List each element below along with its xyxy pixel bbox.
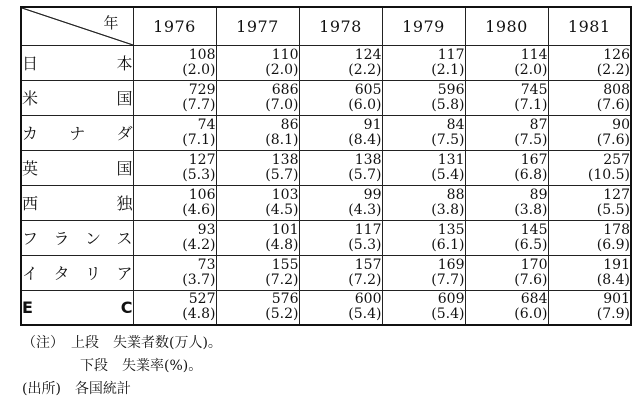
- row-label-char: ン: [84, 229, 101, 248]
- row-label-char: 米: [22, 89, 39, 108]
- unemployment-rate: (4.8): [182, 306, 216, 323]
- unemployed-count: 901: [603, 291, 630, 308]
- unemployed-count: 684: [520, 291, 548, 308]
- data-cell-1976: [133, 80, 216, 115]
- unemployment-rate: (7.5): [514, 131, 548, 148]
- data-cell-1976: [133, 255, 216, 290]
- data-cell-1979: [382, 220, 465, 255]
- data-cell-1980: [465, 45, 548, 80]
- unemployment-table-container: [20, 6, 630, 326]
- unemployed-count: 131: [437, 151, 465, 168]
- data-cell-1979: [382, 290, 465, 325]
- unemployed-count: 101: [271, 221, 299, 238]
- header-row: [21, 7, 631, 45]
- row-label: [22, 121, 133, 144]
- unemployment-rate: (4.6): [182, 201, 216, 218]
- unemployment-rate: (6.0): [348, 96, 382, 113]
- data-cell-1980: [465, 220, 548, 255]
- data-cell-1979: [382, 115, 465, 150]
- unemployed-count: 73: [197, 256, 216, 273]
- data-cell-1981: [548, 115, 631, 150]
- source-line: (出所) 各国統計: [22, 381, 131, 397]
- unemployment-rate: (2.0): [514, 61, 548, 78]
- data-cell-1981: [548, 150, 631, 185]
- unemployed-count: 90: [612, 116, 630, 133]
- data-cell-1977: [216, 220, 299, 255]
- data-cell-1978: [299, 185, 382, 220]
- unemployed-count: 91: [363, 116, 382, 133]
- data-cell-1981: [548, 290, 631, 325]
- unemployed-count: 155: [271, 256, 299, 273]
- unemployed-count: 178: [603, 221, 630, 238]
- data-cell-1978: [299, 220, 382, 255]
- unemployment-rate: (5.8): [431, 96, 465, 113]
- unemployed-count: 145: [520, 221, 548, 238]
- data-cell-1976: [133, 220, 216, 255]
- table-notes: [22, 332, 222, 401]
- data-cell-1979: [382, 80, 465, 115]
- row-label-char: リ: [84, 264, 101, 283]
- data-cell-1980: [465, 290, 548, 325]
- unemployed-count: 745: [520, 81, 548, 98]
- unemployment-rate: (5.7): [348, 166, 382, 183]
- data-cell-1977: [216, 115, 299, 150]
- unemployment-rate: (2.0): [265, 61, 299, 78]
- row-label-char: 日: [22, 54, 39, 73]
- row-label-char: ラ: [53, 229, 70, 248]
- unemployment-rate: (7.6): [596, 131, 630, 148]
- row-label-char: フ: [22, 229, 39, 248]
- unemployed-count: 135: [437, 221, 465, 238]
- table-row: [21, 45, 631, 80]
- unemployment-rate: (7.0): [265, 96, 299, 113]
- row-label-char: C: [120, 297, 133, 317]
- row-label-char: 本: [116, 54, 133, 73]
- row-label-cell: [21, 80, 133, 115]
- unemployed-count: 86: [280, 116, 299, 133]
- unemployed-count: 729: [188, 81, 216, 98]
- unemployed-count: 114: [520, 46, 548, 63]
- unemployment-rate: (2.1): [431, 61, 465, 78]
- note-line-lower: 下段 失業率(%)。: [80, 358, 203, 374]
- unemployment-rate: (6.1): [431, 236, 465, 253]
- unemployment-rate: (7.6): [514, 271, 548, 288]
- table-row: [21, 290, 631, 325]
- unemployed-count: 117: [354, 221, 382, 238]
- data-cell-1978: [299, 150, 382, 185]
- row-label-char: 独: [116, 194, 133, 213]
- unemployment-rate: (6.8): [514, 166, 548, 183]
- table-row: [21, 115, 631, 150]
- row-label-char: 国: [116, 159, 133, 178]
- row-label: [22, 226, 133, 249]
- row-label-char: イ: [22, 264, 39, 283]
- year-header-1981: 1981: [548, 7, 631, 45]
- data-cell-1977: [216, 150, 299, 185]
- row-label: [22, 191, 133, 214]
- unemployed-count: 89: [529, 186, 548, 203]
- row-label-cell: [21, 255, 133, 290]
- data-cell-1981: [548, 45, 631, 80]
- unemployed-count: 87: [529, 116, 548, 133]
- row-label: [22, 298, 133, 317]
- unemployed-count: 191: [603, 256, 630, 273]
- row-label: [22, 51, 133, 74]
- unemployment-rate: (7.9): [596, 306, 630, 323]
- data-cell-1978: [299, 45, 382, 80]
- row-label-char: ア: [116, 264, 133, 283]
- data-cell-1979: [382, 45, 465, 80]
- table-row: [21, 150, 631, 185]
- data-cell-1976: [133, 150, 216, 185]
- data-cell-1980: [465, 185, 548, 220]
- row-label-char: 西: [22, 194, 39, 213]
- data-cell-1979: [382, 150, 465, 185]
- unemployed-count: 117: [437, 46, 465, 63]
- data-cell-1980: [465, 80, 548, 115]
- unemployed-count: 126: [603, 46, 630, 63]
- unemployed-count: 167: [520, 151, 548, 168]
- data-cell-1977: [216, 255, 299, 290]
- row-label-char: カ: [22, 124, 39, 143]
- unemployment-rate: (5.5): [596, 201, 630, 218]
- unemployment-rate: (8.1): [265, 131, 299, 148]
- table-body: [21, 45, 631, 325]
- unemployed-count: 74: [197, 116, 216, 133]
- data-cell-1977: [216, 290, 299, 325]
- unemployed-count: 106: [188, 186, 216, 203]
- unemployed-count: 127: [188, 151, 216, 168]
- data-cell-1980: [465, 115, 548, 150]
- data-cell-1976: [133, 185, 216, 220]
- row-label: [22, 156, 133, 179]
- unemployed-count: 596: [437, 81, 465, 98]
- data-cell-1981: [548, 80, 631, 115]
- data-cell-1981: [548, 220, 631, 255]
- unemployed-count: 124: [354, 46, 382, 63]
- year-header-1977: 1977: [216, 7, 299, 45]
- row-label-cell: [21, 220, 133, 255]
- data-cell-1980: [465, 150, 548, 185]
- table-row: [21, 255, 631, 290]
- unemployment-rate: (4.5): [265, 201, 299, 218]
- unemployment-rate: (2.2): [348, 61, 382, 78]
- unemployment-rate: (3.8): [514, 201, 548, 218]
- unemployed-count: 138: [354, 151, 382, 168]
- unemployed-count: 127: [603, 186, 630, 203]
- unemployed-count: 157: [354, 256, 382, 273]
- unemployment-rate: (10.5): [587, 166, 630, 183]
- corner-header-cell: [21, 7, 133, 45]
- unemployment-table: [20, 6, 632, 326]
- unemployed-count: 110: [271, 46, 299, 63]
- year-header-1976: 1976: [133, 7, 216, 45]
- data-cell-1978: [299, 255, 382, 290]
- unemployed-count: 257: [603, 151, 630, 168]
- unemployment-rate: (7.2): [265, 271, 299, 288]
- year-header-1979: 1979: [382, 7, 465, 45]
- unemployment-rate: (7.1): [514, 96, 548, 113]
- unemployment-rate: (5.2): [265, 306, 299, 323]
- row-label-char: E: [22, 297, 33, 317]
- unemployment-rate: (3.7): [182, 271, 216, 288]
- row-label-cell: [21, 185, 133, 220]
- unemployed-count: 108: [188, 46, 216, 63]
- data-cell-1977: [216, 80, 299, 115]
- unemployed-count: 576: [271, 291, 299, 308]
- unemployed-count: 169: [437, 256, 465, 273]
- row-label-char: ナ: [69, 124, 86, 143]
- unemployed-count: 88: [446, 186, 465, 203]
- data-cell-1977: [216, 45, 299, 80]
- unemployed-count: 609: [437, 291, 465, 308]
- unemployed-count: 103: [271, 186, 299, 203]
- year-header-1978: 1978: [299, 7, 382, 45]
- unemployed-count: 808: [603, 81, 630, 98]
- unemployment-rate: (6.0): [514, 306, 548, 323]
- unemployment-rate: (8.4): [596, 271, 630, 288]
- data-cell-1979: [382, 255, 465, 290]
- row-label-cell: [21, 45, 133, 80]
- unemployment-rate: (7.2): [348, 271, 382, 288]
- unemployment-rate: (3.8): [431, 201, 465, 218]
- unemployment-rate: (5.3): [182, 166, 216, 183]
- unemployment-rate: (7.7): [182, 96, 216, 113]
- row-label-char: 国: [116, 89, 133, 108]
- row-label-char: 英: [22, 159, 39, 178]
- unemployment-rate: (2.2): [596, 61, 630, 78]
- note-line-upper: （注） 上段 失業者数(万人)。: [22, 335, 222, 351]
- unemployment-rate: (4.3): [348, 201, 382, 218]
- data-cell-1978: [299, 115, 382, 150]
- year-header-1980: 1980: [465, 7, 548, 45]
- unemployment-rate: (4.2): [182, 236, 216, 253]
- row-label-cell: [21, 115, 133, 150]
- data-cell-1981: [548, 185, 631, 220]
- unemployment-rate: (7.7): [431, 271, 465, 288]
- unemployed-count: 527: [188, 291, 216, 308]
- unemployment-rate: (5.4): [431, 166, 465, 183]
- year-corner-label: 年: [103, 14, 119, 32]
- table-row: [21, 80, 631, 115]
- unemployed-count: 605: [354, 81, 382, 98]
- row-label-char: タ: [53, 264, 70, 283]
- row-label: [22, 86, 133, 109]
- unemployment-rate: (6.5): [514, 236, 548, 253]
- data-cell-1980: [465, 255, 548, 290]
- unemployed-count: 138: [271, 151, 299, 168]
- unemployment-rate: (8.4): [348, 131, 382, 148]
- unemployment-rate: (7.6): [596, 96, 630, 113]
- table-row: [21, 185, 631, 220]
- data-cell-1981: [548, 255, 631, 290]
- data-cell-1978: [299, 80, 382, 115]
- row-label-cell: [21, 290, 133, 325]
- unemployment-rate: (2.0): [182, 61, 216, 78]
- row-label-char: ダ: [116, 124, 133, 143]
- unemployment-rate: (4.8): [265, 236, 299, 253]
- data-cell-1978: [299, 290, 382, 325]
- unemployed-count: 99: [363, 186, 382, 203]
- row-label-char: ス: [116, 229, 133, 248]
- unemployment-rate: (7.1): [182, 131, 216, 148]
- unemployment-rate: (5.7): [265, 166, 299, 183]
- unemployed-count: 84: [446, 116, 465, 133]
- unemployment-rate: (7.5): [431, 131, 465, 148]
- unemployed-count: 686: [271, 81, 299, 98]
- data-cell-1976: [133, 45, 216, 80]
- row-label: [22, 261, 133, 284]
- data-cell-1976: [133, 290, 216, 325]
- unemployed-count: 170: [520, 256, 548, 273]
- unemployment-rate: (5.4): [431, 306, 465, 323]
- unemployment-rate: (5.4): [348, 306, 382, 323]
- unemployed-count: 93: [197, 221, 216, 238]
- data-cell-1979: [382, 185, 465, 220]
- data-cell-1976: [133, 115, 216, 150]
- unemployment-rate: (6.9): [596, 236, 630, 253]
- unemployment-rate: (5.3): [348, 236, 382, 253]
- data-cell-1977: [216, 185, 299, 220]
- unemployed-count: 600: [354, 291, 382, 308]
- row-label-cell: [21, 150, 133, 185]
- table-row: [21, 220, 631, 255]
